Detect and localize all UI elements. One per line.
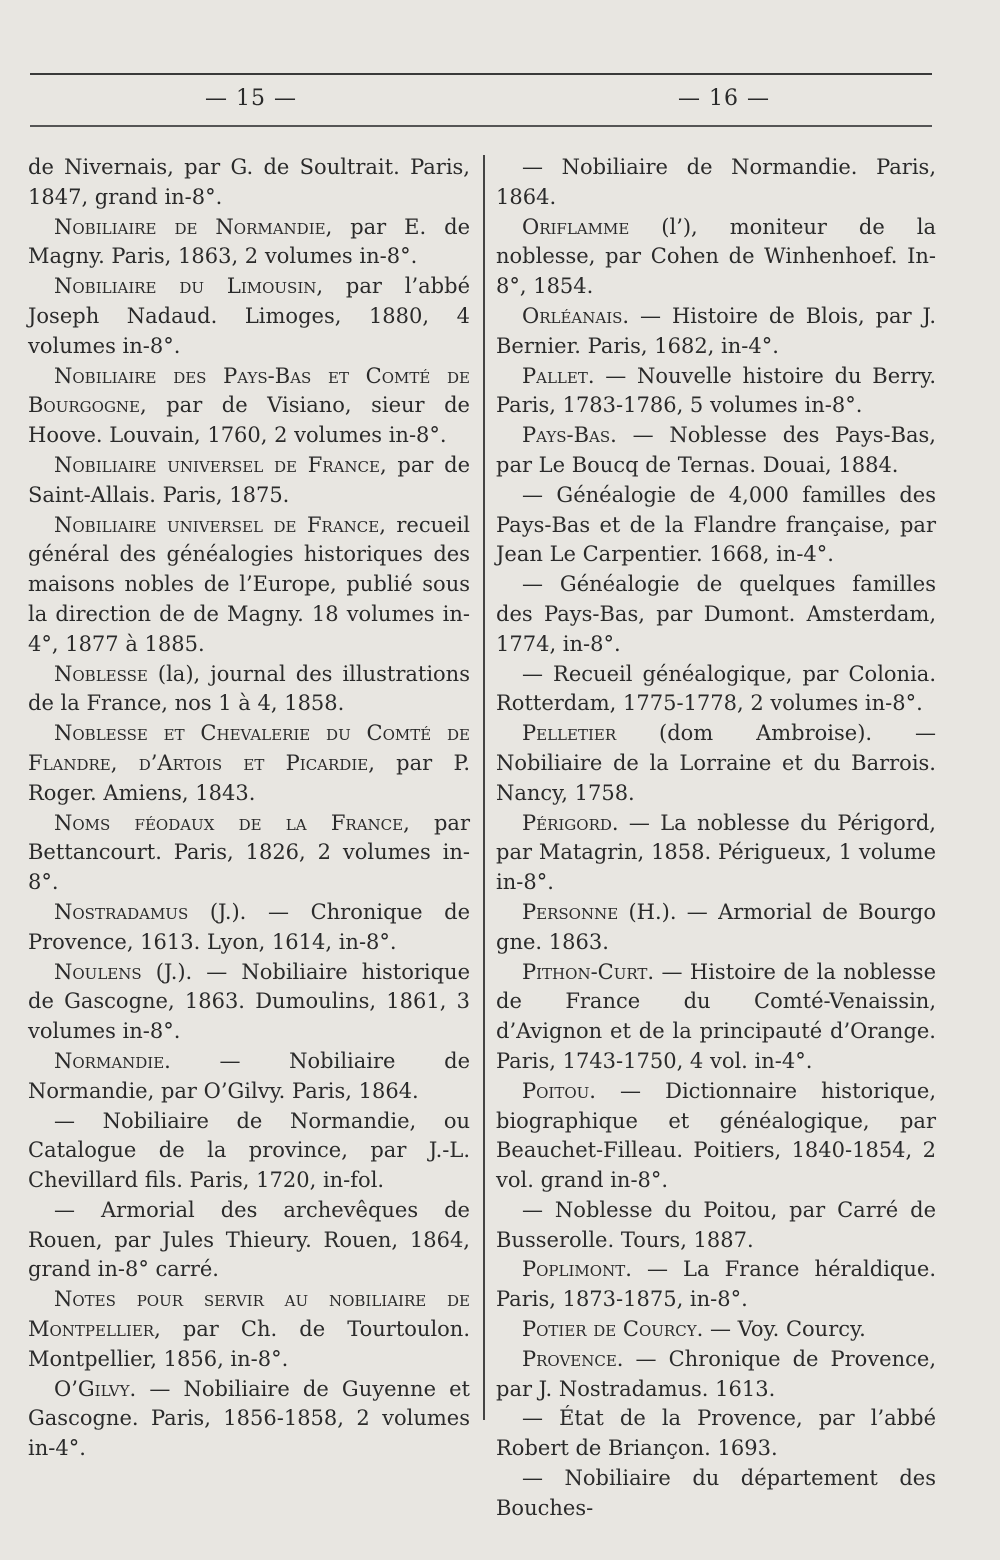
entry-text: — Armorial des archevêques de Rouen, par Jules Thieury. Rouen, 1864, grand in-8° carré. (28, 1197, 470, 1282)
entry-text: par de Saint-Allais. Paris, 1875. (28, 452, 470, 507)
entry-text: — Généalogie de quelques familles des Pays-Bas, par Dumont. Amsterdam, 1774, in-8°. (496, 572, 936, 656)
entry-text: (J.). — Nobiliaire historique de Gascogne, 1863. Dumoulins, 1861, 3 volumes in-8°. (28, 959, 470, 1044)
entry-heading: Nobiliaire universel de France, (54, 512, 386, 537)
bibliography-entry (496, 809, 936, 898)
entry-text: (la), journal des illustrations de la France, nos 1 à 4, 1858. (28, 661, 470, 716)
entry-text: — Voy. Courcy. (703, 1317, 866, 1342)
right-column (496, 153, 936, 1524)
bibliography-entry (496, 570, 936, 659)
top-rule (30, 73, 932, 75)
bibliography-entry (496, 1464, 936, 1524)
entry-heading: Nostradamus (54, 899, 189, 924)
bibliography-entry (28, 719, 470, 808)
entry-text: — Généalogie de 4,000 familles des Pays-Bas et de la Flandre française, par Jean Le Carpentier. 1668, in-4°. (496, 482, 936, 567)
bibliography-entry (496, 958, 936, 1077)
entry-heading: Périgord. (522, 810, 619, 835)
entry-heading: Nobiliaire des Pays-Bas et Comté de Bourgogne, (28, 363, 470, 418)
entry-heading: Nobiliaire du Limousin, (54, 274, 324, 299)
bibliography-entry (496, 421, 936, 481)
bibliography-entry (496, 1404, 936, 1464)
bibliography-entry (28, 898, 470, 958)
bibliography-entry (496, 213, 936, 302)
entry-text: — Nobiliaire de Normandie. Paris, 1864. (496, 155, 936, 209)
bibliography-entry (28, 451, 470, 511)
bibliography-entry (28, 1107, 470, 1196)
bibliography-entry (496, 660, 936, 720)
entry-heading: Noulens (54, 959, 142, 984)
entry-heading: O’Gilvy. (54, 1376, 137, 1401)
entry-text: — Dictionnaire historique, biographique et généalogique, par Beauchet-Filleau. Poitiers, 1840-1854, 2 vol. grand in-8°. (496, 1078, 936, 1193)
entry-text: — Nobiliaire de Guyenne et Gascogne. Paris, 1856-1858, 2 volumes in-4°. (28, 1376, 470, 1461)
bibliography-entry (28, 153, 470, 213)
bibliography-entry (28, 511, 470, 660)
entry-text: (H.). — Armorial de Bourgo gne. 1863. (496, 899, 936, 954)
left-column (28, 153, 470, 1464)
entry-heading: Oriflamme (522, 214, 630, 239)
entry-text: — Nobiliaire de Normandie, ou Catalogue de la province, par J.-L. Chevillard fils. Paris, 1720, in-fol. (28, 1108, 470, 1193)
entry-text: (l’), moniteur de la noblesse, par Cohen de Winhenhoef. In-8°, 1854. (496, 214, 936, 299)
entry-text: — Nobiliaire du département des Bouches- (496, 1466, 936, 1520)
entry-heading: Pithon-Curt. (522, 959, 655, 984)
bibliography-entry (496, 1196, 936, 1256)
entry-text: — La noblesse du Périgord, par Matagrin, 1858. Périgueux, 1 volume in-8°. (496, 810, 936, 895)
entry-text: — Noblesse des Pays-Bas, par Le Boucq de Ternas. Douai, 1884. (496, 423, 936, 477)
bibliography-entry (28, 1196, 470, 1285)
entry-text: par Bettancourt. Paris, 1826, 2 volumes in-8°. (28, 810, 470, 895)
entry-heading: Personne (522, 899, 619, 924)
entry-text: par P. Roger. Amiens, 1843. (28, 750, 470, 805)
entry-text: — Nobiliaire de Normandie, par O’Gilvy. Paris, 1864. (28, 1048, 470, 1103)
entry-text: recueil général des généalogies historiques des maisons nobles de l’Europe, publié sous la direction de de Magny. 18 volumes in-4°, 1877 à 1885. (28, 512, 470, 656)
entry-heading: Potier de Courcy. (522, 1317, 704, 1342)
bibliography-entry (496, 362, 936, 422)
bibliography-entry (28, 1375, 470, 1464)
entry-heading: Noms féodaux de la France, (54, 810, 410, 835)
entry-heading: Pallet. (522, 363, 595, 388)
bibliography-entry (28, 958, 470, 1047)
entry-text: — Histoire de la noblesse de France du Comté-Venaissin, d’Avignon et de la principauté d’Orange. Paris, 1743-1750, 4 vol. in-4°. (496, 959, 936, 1073)
entry-text: — Noblesse du Poitou, par Carré de Busserolle. Tours, 1887. (496, 1197, 936, 1252)
entry-text: — Chronique de Provence, par J. Nostradamus. 1613. (496, 1346, 936, 1401)
header-rule (30, 125, 932, 127)
column-divider (483, 155, 485, 1420)
bibliography-entry (496, 481, 936, 570)
entry-text: par de Visiano, sieur de Hoove. Louvain, 1760, 2 volumes in-8°. (28, 393, 470, 448)
entry-heading: Notes pour servir au nobiliaire de Montpellier, (28, 1287, 470, 1342)
entry-text: de Nivernais, par G. de Soultrait. Paris, 1847, grand in-8°. (28, 155, 470, 209)
bibliography-entry (496, 1077, 936, 1196)
entry-heading: Pays-Bas. (522, 423, 617, 448)
entry-text: (dom Ambroise). — Nobiliaire de la Lorraine et du Barrois. Nancy, 1758. (496, 721, 936, 805)
entry-heading: Orléanais. (522, 303, 630, 328)
entry-heading: Poplimont. (522, 1257, 632, 1282)
entry-heading: Noblesse (54, 661, 148, 686)
entry-heading: Nobiliaire de Normandie, (54, 214, 333, 239)
bibliography-entry (28, 213, 470, 273)
entry-text: — La France héraldique. Paris, 1873-1875, in-8°. (496, 1257, 936, 1312)
page-number-left: — 15 — (205, 86, 297, 111)
bibliography-entry (28, 660, 470, 720)
bibliography-entry (496, 1255, 936, 1315)
entry-heading: Pelletier (522, 721, 617, 746)
entry-heading: Poitou. (522, 1078, 596, 1103)
entry-heading: Provence. (522, 1346, 624, 1371)
bibliography-entry (28, 1285, 470, 1374)
entry-text: — Histoire de Blois, par J. Bernier. Paris, 1682, in-4°. (496, 303, 936, 358)
entry-text: (J.). — Chronique de Provence, 1613. Lyon, 1614, in-8°. (28, 899, 470, 954)
entry-text: — État de la Provence, par l’abbé Robert de Briançon. 1693. (496, 1406, 936, 1461)
page-number-right: — 16 — (678, 86, 770, 111)
bibliography-entry (496, 153, 936, 213)
entry-text: par E. de Magny. Paris, 1863, 2 volumes in-8°. (28, 214, 471, 269)
entry-heading: Normandie. (54, 1048, 171, 1073)
bibliography-entry (28, 1047, 470, 1107)
bibliography-entry (496, 719, 936, 808)
entry-text: — Recueil généalogique, par Colonia. Rotterdam, 1775-1778, 2 volumes in-8°. (496, 661, 936, 716)
entry-heading: Nobiliaire universel de France, (54, 452, 387, 477)
bibliography-entry (496, 1315, 936, 1345)
entry-text: — Nouvelle histoire du Berry. Paris, 1783-1786, 5 volumes in-8°. (496, 363, 936, 418)
bibliography-entry (496, 302, 936, 362)
entry-heading: Noblesse et Chevalerie du Comté de Flandre, d’Artois et Picardie, (28, 721, 470, 775)
bibliography-entry (496, 898, 936, 958)
bibliography-entry (28, 809, 470, 898)
bibliography-entry (28, 362, 470, 451)
entry-text: par l’abbé Joseph Nadaud. Limoges, 1880, 4 volumes in-8°. (28, 274, 470, 358)
entry-text: par Ch. de Tourtoulon. Montpellier, 1856, in-8°. (28, 1317, 470, 1371)
bibliography-entry (496, 1345, 936, 1405)
bibliography-entry (28, 272, 470, 361)
